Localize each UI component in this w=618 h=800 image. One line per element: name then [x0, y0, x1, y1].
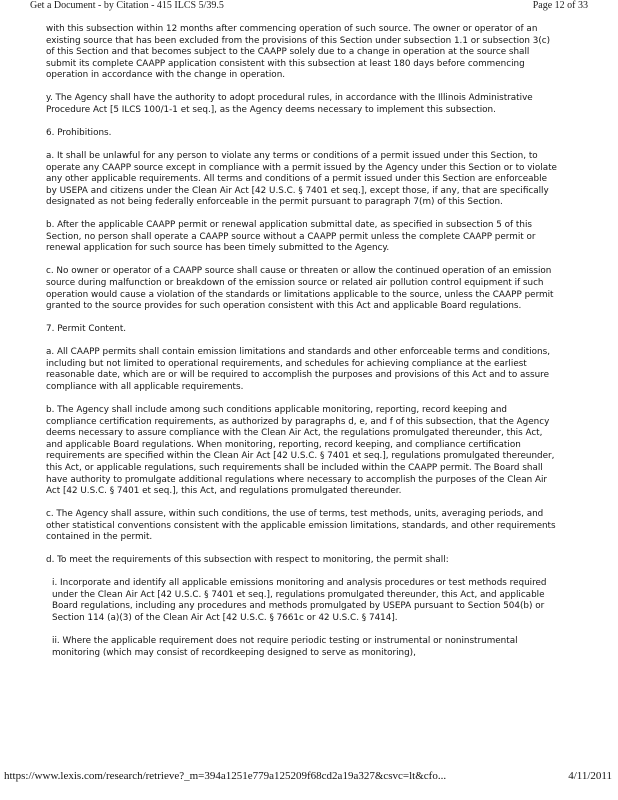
- paragraph-5y: y. The Agency shall have the authority to adopt procedural rules, in accordance with the Illinois Administrative Procedure Act [5 ILCS 100/1-1 et seq.], as the Agency deems necessary to implement this subsection.: [46, 93, 533, 115]
- paragraph-7a: a. All CAAPP permits shall contain emission limitations and standards and other enforceable terms and conditions, including but not limited to operational requirements, and schedules for achieving compliance at the earliest reasonable date, which are or will be required to accomplish the purposes and provisions of this Act and to assure compliance with all applicable requirements.: [46, 347, 551, 392]
- header-title: Get a Document - by Citation - 415 ILCS 5/39.5: [30, 0, 224, 11]
- footer-date: 4/11/2011: [568, 770, 612, 782]
- paragraph-7b: b. The Agency shall include among such conditions applicable monitoring, reporting, record keeping and compliance certification requirements, as authorized by paragraphs d, e, and f of this subsection, that the Agency deems necessary to assure compliance with the Clean Air Act, the regulations promulgated thereunder, this Act, and applicable Board regulations. When monitoring, reporting, record keeping, and compliance certification requirements are specified within the Clean Air Act [42 U.S.C. § 7401 et seq.], regulations promulgated thereunder, this Act, or applicable regulations, such requirements shall be included within the CAAPP permit. The Board shall have authority to promulgate additional regulations where necessary to accomplish the purposes of the Clean Air Act [42 U.S.C. § 7401 et seq.], this Act, and regulations promulgated thereunder.: [46, 404, 555, 497]
- header-page-number: Page 12 of 33: [532, 0, 588, 11]
- paragraph-7c: c. The Agency shall assure, within such conditions, the use of terms, test methods, units, averaging periods, and other statistical conventions consistent with the applicable emission limitations, standards, and other requirements contained in the permit.: [46, 509, 556, 543]
- section-heading-prohibitions: 6. Prohibitions.: [46, 127, 112, 138]
- paragraph-7d: d. To meet the requirements of this subsection with respect to monitoring, the permit shall:: [46, 555, 449, 566]
- paragraph-6b: b. After the applicable CAAPP permit or renewal application submittal date, as specified in subsection 5 of this Section, no person shall operate a CAAPP source without a CAAPP permit unless the complete CAAPP permit or renewal application for such source has been timely submitted to the Agency.: [46, 220, 536, 254]
- paragraph-6a: a. It shall be unlawful for any person to violate any terms or conditions of a permit issued under this Section, to operate any CAAPP source except in compliance with a permit issued by the Agency under this Section or to violate any other applicable requirements. All terms and conditions of a permit issued under this Section are enforceable by USEPA and citizens under the Clean Air Act [42 U.S.C. § 7401 et seq.], except those, if any, that are specifically designated as not being federally enforceable in the permit pursuant to paragraph 7(m) of this Section.: [46, 150, 557, 208]
- paragraph-7d-ii: ii. Where the applicable requirement does not require periodic testing or instrumental or noninstrumental monitoring (which may consist of recordkeeping designed to serve as monitoring),: [52, 636, 518, 658]
- paragraph-continuation: with this subsection within 12 months after commencing operation of such source. The owner or operator of an existing source that has been excluded from the provisions of this Section under subsection 1.1 or subsection 3(c) of this Section and that becomes subject to the CAAPP solely due to a change in operation at the source shall submit its complete CAAPP application consistent with this subsection at least 180 days before commencing operation in accordance with the change in operation.: [46, 24, 551, 81]
- paragraph-7d-i: i. Incorporate and identify all applicable emissions monitoring and analysis procedures or test methods required under the Clean Air Act [42 U.S.C. § 7401 et seq.], regulations promulgated thereunder, this Act, and applicable Board regulations, including any procedures and methods promulgated by USEPA pursuant to Section 504(b) or Section 114 (a)(3) of the Clean Air Act [42 U.S.C. § 7661c or 42 U.S.C. § 7414].: [52, 578, 547, 624]
- footer-url: https://www.lexis.com/research/retrieve?_m=394a1251e779a125209f68cd2a19a327&csvc=lt&cfo...: [4, 770, 447, 782]
- paragraph-6c: c. No owner or operator of a CAAPP source shall cause or threaten or allow the continued operation of an emission source during malfunction or breakdown of the emission source or related air pollution control equipment if such operation would cause a violation of the standards or limitations applicable to the source, unless the CAAPP permit granted to the source provides for such operation consistent with this Act and applicable Board regulations.: [46, 266, 554, 312]
- section-heading-permit-content: 7. Permit Content.: [46, 324, 127, 335]
- document-body: [46, 24, 558, 671]
